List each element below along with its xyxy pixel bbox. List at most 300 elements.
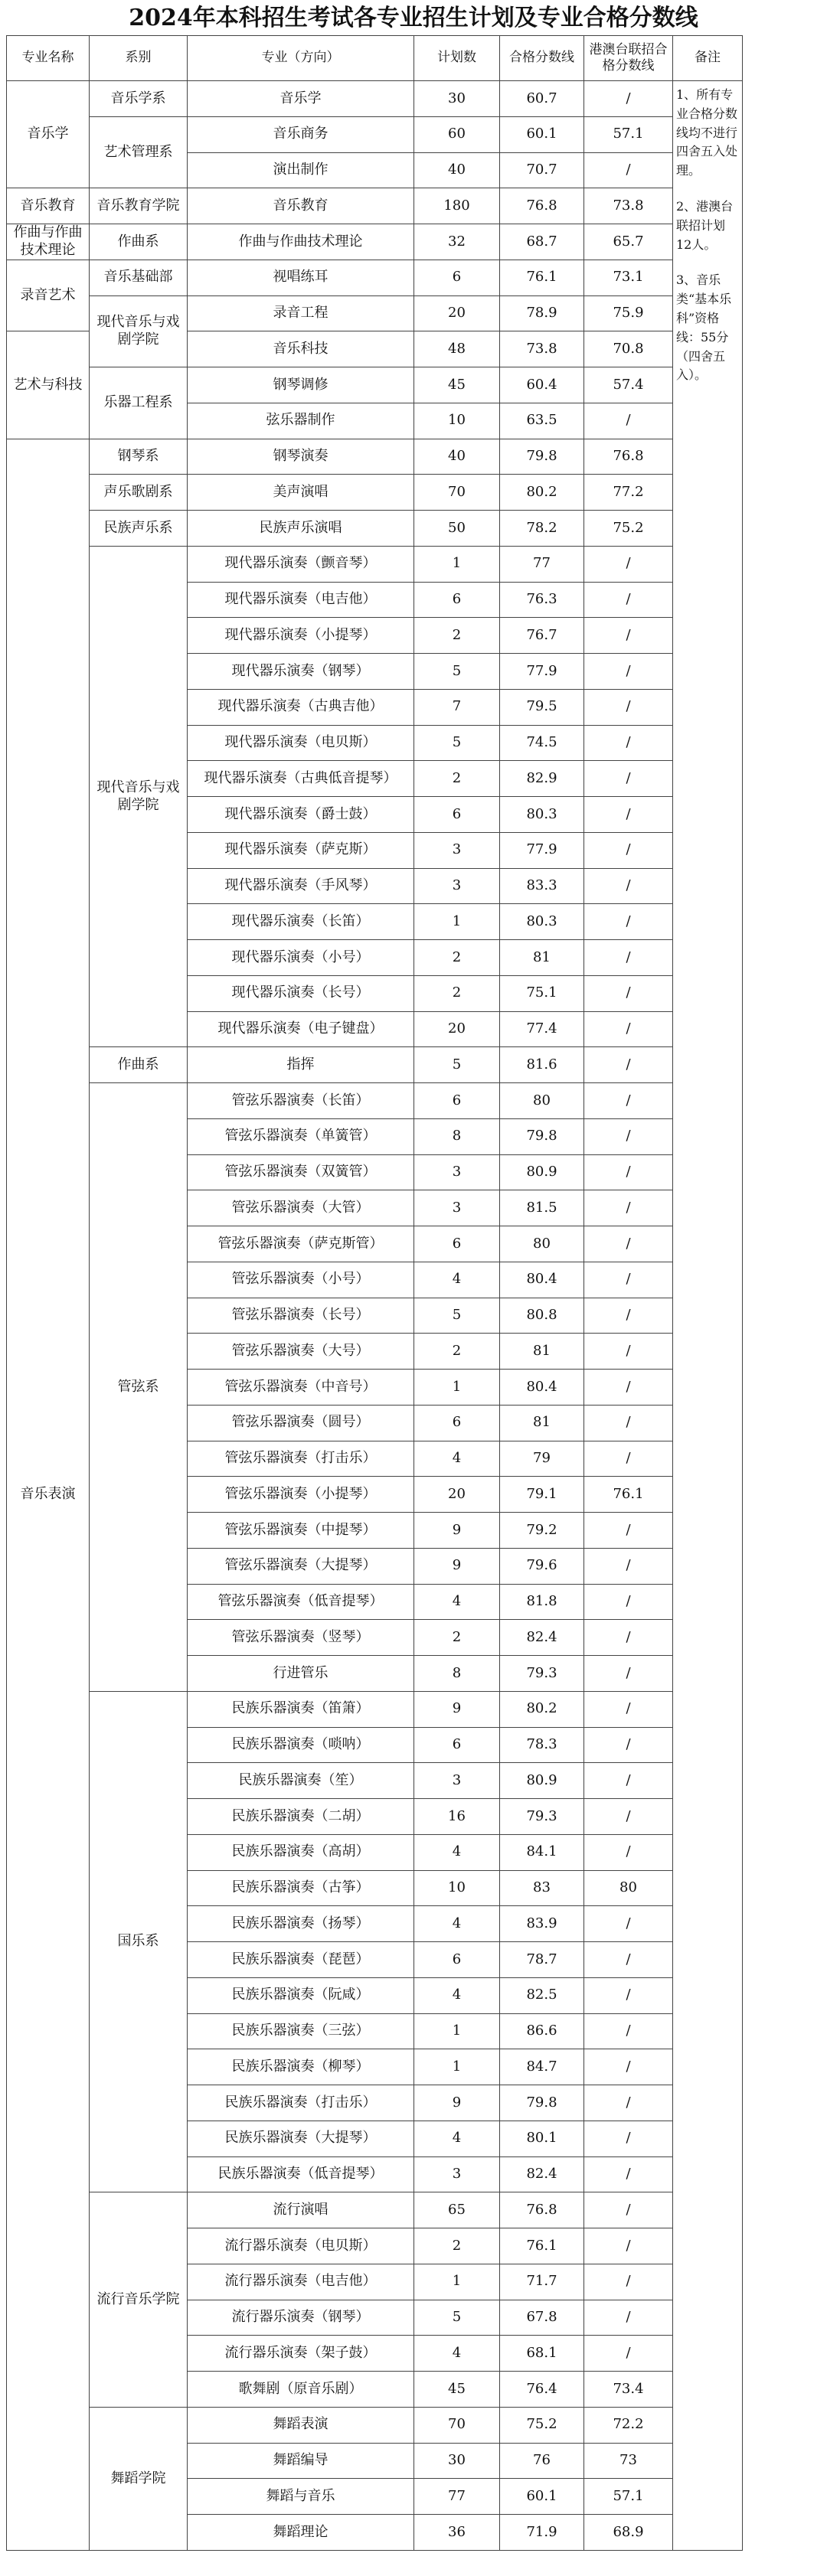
- plan-cell: 6: [414, 260, 500, 295]
- pass-score-cell: 79.3: [500, 1656, 584, 1692]
- specialty-cell: 现代器乐演奏（颤音琴）: [188, 546, 414, 582]
- pass-score-cell: 76.7: [500, 618, 584, 654]
- hmt-score-cell: /: [584, 618, 673, 654]
- department-cell: 流行音乐学院: [90, 2192, 188, 2408]
- plan-cell: 1: [414, 546, 500, 582]
- pass-score-cell: 80: [500, 1083, 584, 1119]
- hmt-score-cell: /: [584, 2085, 673, 2121]
- plan-cell: 8: [414, 1118, 500, 1154]
- pass-score-cell: 76.8: [500, 188, 584, 224]
- plan-cell: 3: [414, 1154, 500, 1190]
- plan-cell: 4: [414, 1977, 500, 2013]
- header-major-category: 专业名称: [7, 36, 90, 81]
- pass-score-cell: 67.8: [500, 2300, 584, 2336]
- specialty-cell: 音乐商务: [188, 116, 414, 152]
- pass-score-cell: 76: [500, 2443, 584, 2479]
- hmt-score-cell: /: [584, 1190, 673, 1226]
- plan-cell: 10: [414, 403, 500, 439]
- specialty-cell: 管弦乐器演奏（大管）: [188, 1190, 414, 1226]
- specialty-cell: 流行演唱: [188, 2192, 414, 2228]
- table-row: [7, 367, 743, 403]
- hmt-score-cell: /: [584, 1620, 673, 1656]
- department-cell: 民族声乐系: [90, 511, 188, 547]
- pass-score-cell: 76.1: [500, 260, 584, 295]
- pass-score-cell: 76.3: [500, 582, 584, 618]
- remark-note: 1、所有专业合格分数线均不进行四舍五入处理。: [676, 87, 738, 178]
- pass-score-cell: 76.8: [500, 2192, 584, 2228]
- plan-cell: 4: [414, 1441, 500, 1477]
- hmt-score-cell: /: [584, 582, 673, 618]
- hmt-score-cell: 72.2: [584, 2407, 673, 2443]
- plan-cell: 4: [414, 1834, 500, 1870]
- pass-score-cell: 81: [500, 940, 584, 976]
- hmt-score-cell: 57.4: [584, 367, 673, 403]
- plan-cell: 1: [414, 1370, 500, 1406]
- specialty-cell: 现代器乐演奏（长号）: [188, 975, 414, 1011]
- hmt-score-cell: /: [584, 1011, 673, 1047]
- hmt-score-cell: 70.8: [584, 331, 673, 367]
- specialty-cell: 流行器乐演奏（架子鼓）: [188, 2336, 414, 2372]
- table-row: [7, 2192, 743, 2228]
- hmt-score-cell: /: [584, 975, 673, 1011]
- plan-cell: 8: [414, 1656, 500, 1692]
- pass-score-cell: 71.9: [500, 2515, 584, 2551]
- specialty-cell: 管弦乐器演奏（竖琴）: [188, 1620, 414, 1656]
- specialty-cell: 现代器乐演奏（手风琴）: [188, 868, 414, 904]
- department-cell: 管弦系: [90, 1083, 188, 1692]
- header-specialty: 专业（方向）: [188, 36, 414, 81]
- plan-cell: 2: [414, 618, 500, 654]
- plan-cell: 4: [414, 1262, 500, 1298]
- plan-cell: 3: [414, 1190, 500, 1226]
- major-category-cell: 录音艺术: [7, 260, 90, 331]
- pass-score-cell: 79.8: [500, 1118, 584, 1154]
- specialty-cell: 舞蹈与音乐: [188, 2479, 414, 2515]
- plan-cell: 3: [414, 1763, 500, 1799]
- specialty-cell: 指挥: [188, 1047, 414, 1083]
- plan-cell: 5: [414, 1298, 500, 1334]
- hmt-score-cell: /: [584, 1727, 673, 1763]
- specialty-cell: 舞蹈理论: [188, 2515, 414, 2551]
- plan-cell: 70: [414, 2407, 500, 2443]
- hmt-score-cell: /: [584, 1118, 673, 1154]
- pass-score-cell: 63.5: [500, 403, 584, 439]
- plan-cell: 2: [414, 1334, 500, 1370]
- remark-note: 2、港澳台联招计划12人。: [676, 198, 734, 252]
- plan-cell: 65: [414, 2192, 500, 2228]
- pass-score-cell: 77.9: [500, 832, 584, 868]
- pass-score-cell: 75.1: [500, 975, 584, 1011]
- pass-score-cell: 70.7: [500, 152, 584, 188]
- table-row: [7, 1047, 743, 1083]
- pass-score-cell: 80: [500, 1226, 584, 1262]
- hmt-score-cell: /: [584, 904, 673, 940]
- pass-score-cell: 79.8: [500, 2085, 584, 2121]
- hmt-score-cell: /: [584, 1226, 673, 1262]
- specialty-cell: 行进管乐: [188, 1656, 414, 1692]
- hmt-score-cell: /: [584, 1763, 673, 1799]
- specialty-cell: 管弦乐器演奏（单簧管）: [188, 1118, 414, 1154]
- department-cell: 舞蹈学院: [90, 2407, 188, 2550]
- plan-cell: 36: [414, 2515, 500, 2551]
- pass-score-cell: 80.8: [500, 1298, 584, 1334]
- plan-cell: 3: [414, 832, 500, 868]
- admission-table: [6, 35, 743, 2551]
- specialty-cell: 民族乐器演奏（阮咸）: [188, 1977, 414, 2013]
- pass-score-cell: 60.1: [500, 116, 584, 152]
- table-row: [7, 116, 743, 152]
- specialty-cell: 民族乐器演奏（扬琴）: [188, 1906, 414, 1942]
- plan-cell: 2: [414, 1620, 500, 1656]
- department-cell: 现代音乐与戏剧学院: [90, 295, 188, 367]
- plan-cell: 40: [414, 152, 500, 188]
- plan-cell: 9: [414, 1691, 500, 1727]
- specialty-cell: 管弦乐器演奏（中提琴）: [188, 1513, 414, 1549]
- hmt-score-cell: /: [584, 152, 673, 188]
- hmt-score-cell: 73.1: [584, 260, 673, 295]
- hmt-score-cell: /: [584, 1334, 673, 1370]
- pass-score-cell: 79.8: [500, 439, 584, 475]
- table-row: [7, 224, 743, 260]
- major-category-cell: 音乐教育: [7, 188, 90, 224]
- specialty-cell: 管弦乐器演奏（小号）: [188, 1262, 414, 1298]
- pass-score-cell: 80.2: [500, 475, 584, 511]
- specialty-cell: 管弦乐器演奏（双簧管）: [188, 1154, 414, 1190]
- specialty-cell: 歌舞剧（原音乐剧）: [188, 2372, 414, 2408]
- pass-score-cell: 77.9: [500, 654, 584, 690]
- plan-cell: 20: [414, 1011, 500, 1047]
- pass-score-cell: 81: [500, 1405, 584, 1441]
- specialty-cell: 舞蹈表演: [188, 2407, 414, 2443]
- plan-cell: 5: [414, 725, 500, 761]
- department-cell: 艺术管理系: [90, 116, 188, 188]
- specialty-cell: 钢琴调修: [188, 367, 414, 403]
- specialty-cell: 流行器乐演奏（电贝斯）: [188, 2228, 414, 2264]
- hmt-score-cell: /: [584, 1977, 673, 2013]
- hmt-score-cell: /: [584, 2300, 673, 2336]
- plan-cell: 2: [414, 940, 500, 976]
- specialty-cell: 民族乐器演奏（唢呐）: [188, 1727, 414, 1763]
- hmt-score-cell: /: [584, 1298, 673, 1334]
- specialty-cell: 现代器乐演奏（电吉他）: [188, 582, 414, 618]
- plan-cell: 5: [414, 1047, 500, 1083]
- specialty-cell: 管弦乐器演奏（低音提琴）: [188, 1584, 414, 1620]
- hmt-score-cell: /: [584, 1834, 673, 1870]
- plan-cell: 70: [414, 475, 500, 511]
- hmt-score-cell: 77.2: [584, 475, 673, 511]
- hmt-score-cell: /: [584, 832, 673, 868]
- specialty-cell: 民族乐器演奏（打击乐）: [188, 2085, 414, 2121]
- hmt-score-cell: /: [584, 1656, 673, 1692]
- pass-score-cell: 80.9: [500, 1154, 584, 1190]
- plan-cell: 3: [414, 2156, 500, 2192]
- hmt-score-cell: 80: [584, 1870, 673, 1906]
- department-cell: 现代音乐与戏剧学院: [90, 546, 188, 1047]
- specialty-cell: 音乐学: [188, 81, 414, 117]
- plan-cell: 4: [414, 1906, 500, 1942]
- pass-score-cell: 82.4: [500, 1620, 584, 1656]
- pass-score-cell: 78.2: [500, 511, 584, 547]
- hmt-score-cell: /: [584, 81, 673, 117]
- specialty-cell: 音乐科技: [188, 331, 414, 367]
- major-category-cell: 作曲与作曲技术理论: [7, 224, 90, 260]
- pass-score-cell: 60.7: [500, 81, 584, 117]
- pass-score-cell: 78.3: [500, 1727, 584, 1763]
- plan-cell: 4: [414, 2121, 500, 2156]
- specialty-cell: 管弦乐器演奏（打击乐）: [188, 1441, 414, 1477]
- plan-cell: 1: [414, 2049, 500, 2085]
- hmt-score-cell: /: [584, 689, 673, 725]
- pass-score-cell: 79.1: [500, 1477, 584, 1513]
- pass-score-cell: 80.2: [500, 1691, 584, 1727]
- page-title: 2024年本科招生考试各专业招生计划及专业合格分数线: [129, 5, 698, 31]
- plan-cell: 30: [414, 81, 500, 117]
- pass-score-cell: 81: [500, 1334, 584, 1370]
- header-row: [7, 36, 743, 81]
- pass-score-cell: 68.7: [500, 224, 584, 260]
- specialty-cell: 演出制作: [188, 152, 414, 188]
- table-row: [7, 511, 743, 547]
- hmt-score-cell: 57.1: [584, 116, 673, 152]
- plan-cell: 6: [414, 582, 500, 618]
- hmt-score-cell: /: [584, 1584, 673, 1620]
- plan-cell: 6: [414, 1226, 500, 1262]
- pass-score-cell: 60.1: [500, 2479, 584, 2515]
- pass-score-cell: 76.1: [500, 2228, 584, 2264]
- table-row: [7, 260, 743, 295]
- table-row: [7, 439, 743, 475]
- remark-note: 3、音乐类“基本乐科”资格线：55分（四舍五入）。: [676, 273, 732, 383]
- pass-score-cell: 84.7: [500, 2049, 584, 2085]
- plan-cell: 48: [414, 331, 500, 367]
- plan-cell: 2: [414, 761, 500, 797]
- pass-score-cell: 71.7: [500, 2264, 584, 2300]
- specialty-cell: 钢琴演奏: [188, 439, 414, 475]
- pass-score-cell: 79.6: [500, 1548, 584, 1584]
- pass-score-cell: 84.1: [500, 1834, 584, 1870]
- pass-score-cell: 77.4: [500, 1011, 584, 1047]
- pass-score-cell: 75.2: [500, 2407, 584, 2443]
- hmt-score-cell: /: [584, 1548, 673, 1584]
- specialty-cell: 管弦乐器演奏（中音号）: [188, 1370, 414, 1406]
- plan-cell: 9: [414, 1548, 500, 1584]
- hmt-score-cell: /: [584, 1047, 673, 1083]
- specialty-cell: 现代器乐演奏（古典低音提琴）: [188, 761, 414, 797]
- table-row: [7, 81, 743, 117]
- plan-cell: 1: [414, 904, 500, 940]
- hmt-score-cell: 73: [584, 2443, 673, 2479]
- hmt-score-cell: /: [584, 2228, 673, 2264]
- hmt-score-cell: /: [584, 1154, 673, 1190]
- hmt-score-cell: 76.1: [584, 1477, 673, 1513]
- major-category-cell: 音乐表演: [7, 439, 90, 2550]
- hmt-score-cell: 75.9: [584, 295, 673, 331]
- specialty-cell: 管弦乐器演奏（大提琴）: [188, 1548, 414, 1584]
- hmt-score-cell: /: [584, 2264, 673, 2300]
- department-cell: 乐器工程系: [90, 367, 188, 439]
- department-cell: 作曲系: [90, 224, 188, 260]
- plan-cell: 6: [414, 797, 500, 833]
- hmt-score-cell: 65.7: [584, 224, 673, 260]
- plan-cell: 6: [414, 1083, 500, 1119]
- plan-cell: 45: [414, 367, 500, 403]
- department-cell: 音乐学系: [90, 81, 188, 117]
- table-row: [7, 188, 743, 224]
- specialty-cell: 流行器乐演奏（钢琴）: [188, 2300, 414, 2336]
- plan-cell: 20: [414, 1477, 500, 1513]
- department-cell: 音乐基础部: [90, 260, 188, 295]
- pass-score-cell: 80.3: [500, 904, 584, 940]
- remarks-cell: [673, 81, 743, 2551]
- specialty-cell: 录音工程: [188, 295, 414, 331]
- plan-cell: 40: [414, 439, 500, 475]
- plan-cell: 1: [414, 2264, 500, 2300]
- pass-score-cell: 73.8: [500, 331, 584, 367]
- pass-score-cell: 79.3: [500, 1799, 584, 1835]
- plan-cell: 6: [414, 1942, 500, 1978]
- header-hmt-score: 港澳台联招合格分数线: [584, 36, 673, 81]
- table-row: [7, 546, 743, 582]
- hmt-score-cell: 68.9: [584, 2515, 673, 2551]
- specialty-cell: 管弦乐器演奏（大号）: [188, 1334, 414, 1370]
- plan-cell: 60: [414, 116, 500, 152]
- specialty-cell: 弦乐器制作: [188, 403, 414, 439]
- hmt-score-cell: 73.4: [584, 2372, 673, 2408]
- header-pass-score: 合格分数线: [500, 36, 584, 81]
- hmt-score-cell: /: [584, 2013, 673, 2049]
- hmt-score-cell: /: [584, 546, 673, 582]
- hmt-score-cell: /: [584, 2336, 673, 2372]
- hmt-score-cell: /: [584, 1083, 673, 1119]
- plan-cell: 1: [414, 2013, 500, 2049]
- hmt-score-cell: /: [584, 1799, 673, 1835]
- table-row: [7, 1691, 743, 1727]
- department-cell: 音乐教育学院: [90, 188, 188, 224]
- specialty-cell: 作曲与作曲技术理论: [188, 224, 414, 260]
- hmt-score-cell: /: [584, 1370, 673, 1406]
- pass-score-cell: 78.9: [500, 295, 584, 331]
- pass-score-cell: 81.6: [500, 1047, 584, 1083]
- specialty-cell: 民族乐器演奏（笙）: [188, 1763, 414, 1799]
- specialty-cell: 现代器乐演奏（钢琴）: [188, 654, 414, 690]
- pass-score-cell: 82.5: [500, 1977, 584, 2013]
- specialty-cell: 舞蹈编导: [188, 2443, 414, 2479]
- specialty-cell: 民族乐器演奏（笛箫）: [188, 1691, 414, 1727]
- department-cell: 国乐系: [90, 1691, 188, 2192]
- plan-cell: 5: [414, 2300, 500, 2336]
- pass-score-cell: 86.6: [500, 2013, 584, 2049]
- pass-score-cell: 80.9: [500, 1763, 584, 1799]
- hmt-score-cell: 75.2: [584, 511, 673, 547]
- specialty-cell: 民族乐器演奏（二胡）: [188, 1799, 414, 1835]
- header-department: 系别: [90, 36, 188, 81]
- hmt-score-cell: /: [584, 725, 673, 761]
- plan-cell: 6: [414, 1405, 500, 1441]
- plan-cell: 6: [414, 1727, 500, 1763]
- hmt-score-cell: /: [584, 2049, 673, 2085]
- specialty-cell: 现代器乐演奏（长笛）: [188, 904, 414, 940]
- plan-cell: 2: [414, 2228, 500, 2264]
- hmt-score-cell: /: [584, 2192, 673, 2228]
- plan-cell: 32: [414, 224, 500, 260]
- pass-score-cell: 79: [500, 1441, 584, 1477]
- table-row: [7, 475, 743, 511]
- plan-cell: 10: [414, 1870, 500, 1906]
- specialty-cell: 美声演唱: [188, 475, 414, 511]
- plan-cell: 16: [414, 1799, 500, 1835]
- pass-score-cell: 76.4: [500, 2372, 584, 2408]
- plan-cell: 4: [414, 2336, 500, 2372]
- specialty-cell: 音乐教育: [188, 188, 414, 224]
- pass-score-cell: 81.8: [500, 1584, 584, 1620]
- specialty-cell: 民族乐器演奏（柳琴）: [188, 2049, 414, 2085]
- specialty-cell: 现代器乐演奏（小号）: [188, 940, 414, 976]
- plan-cell: 45: [414, 2372, 500, 2408]
- specialty-cell: 管弦乐器演奏（小提琴）: [188, 1477, 414, 1513]
- table-row: [7, 2407, 743, 2443]
- hmt-score-cell: /: [584, 1441, 673, 1477]
- specialty-cell: 管弦乐器演奏（长号）: [188, 1298, 414, 1334]
- specialty-cell: 流行器乐演奏（电吉他）: [188, 2264, 414, 2300]
- specialty-cell: 管弦乐器演奏（长笛）: [188, 1083, 414, 1119]
- pass-score-cell: 79.5: [500, 689, 584, 725]
- plan-cell: 3: [414, 868, 500, 904]
- plan-cell: 30: [414, 2443, 500, 2479]
- header-plan: 计划数: [414, 36, 500, 81]
- pass-score-cell: 68.1: [500, 2336, 584, 2372]
- hmt-score-cell: /: [584, 1405, 673, 1441]
- specialty-cell: 民族乐器演奏（低音提琴）: [188, 2156, 414, 2192]
- specialty-cell: 管弦乐器演奏（圆号）: [188, 1405, 414, 1441]
- hmt-score-cell: /: [584, 1906, 673, 1942]
- plan-cell: 9: [414, 1513, 500, 1549]
- specialty-cell: 现代器乐演奏（萨克斯）: [188, 832, 414, 868]
- specialty-cell: 现代器乐演奏（电子键盘）: [188, 1011, 414, 1047]
- hmt-score-cell: /: [584, 1691, 673, 1727]
- table-row: [7, 295, 743, 331]
- specialty-cell: 民族乐器演奏（琵琶）: [188, 1942, 414, 1978]
- hmt-score-cell: /: [584, 1262, 673, 1298]
- specialty-cell: 民族乐器演奏（高胡）: [188, 1834, 414, 1870]
- hmt-score-cell: /: [584, 940, 673, 976]
- department-cell: 钢琴系: [90, 439, 188, 475]
- hmt-score-cell: /: [584, 2156, 673, 2192]
- hmt-score-cell: 76.8: [584, 439, 673, 475]
- department-cell: 声乐歌剧系: [90, 475, 188, 511]
- hmt-score-cell: /: [584, 868, 673, 904]
- hmt-score-cell: /: [584, 797, 673, 833]
- pass-score-cell: 60.4: [500, 367, 584, 403]
- specialty-cell: 现代器乐演奏（爵士鼓）: [188, 797, 414, 833]
- plan-cell: 50: [414, 511, 500, 547]
- pass-score-cell: 80.1: [500, 2121, 584, 2156]
- hmt-score-cell: /: [584, 2121, 673, 2156]
- specialty-cell: 民族乐器演奏（古筝）: [188, 1870, 414, 1906]
- specialty-cell: 现代器乐演奏（电贝斯）: [188, 725, 414, 761]
- pass-score-cell: 74.5: [500, 725, 584, 761]
- pass-score-cell: 82.4: [500, 2156, 584, 2192]
- header-remarks: 备注: [673, 36, 743, 81]
- pass-score-cell: 78.7: [500, 1942, 584, 1978]
- plan-cell: 4: [414, 1584, 500, 1620]
- hmt-score-cell: 57.1: [584, 2479, 673, 2515]
- plan-cell: 180: [414, 188, 500, 224]
- specialty-cell: 民族乐器演奏（三弦）: [188, 2013, 414, 2049]
- hmt-score-cell: 73.8: [584, 188, 673, 224]
- hmt-score-cell: /: [584, 654, 673, 690]
- pass-score-cell: 83.3: [500, 868, 584, 904]
- table-row: [7, 1083, 743, 1119]
